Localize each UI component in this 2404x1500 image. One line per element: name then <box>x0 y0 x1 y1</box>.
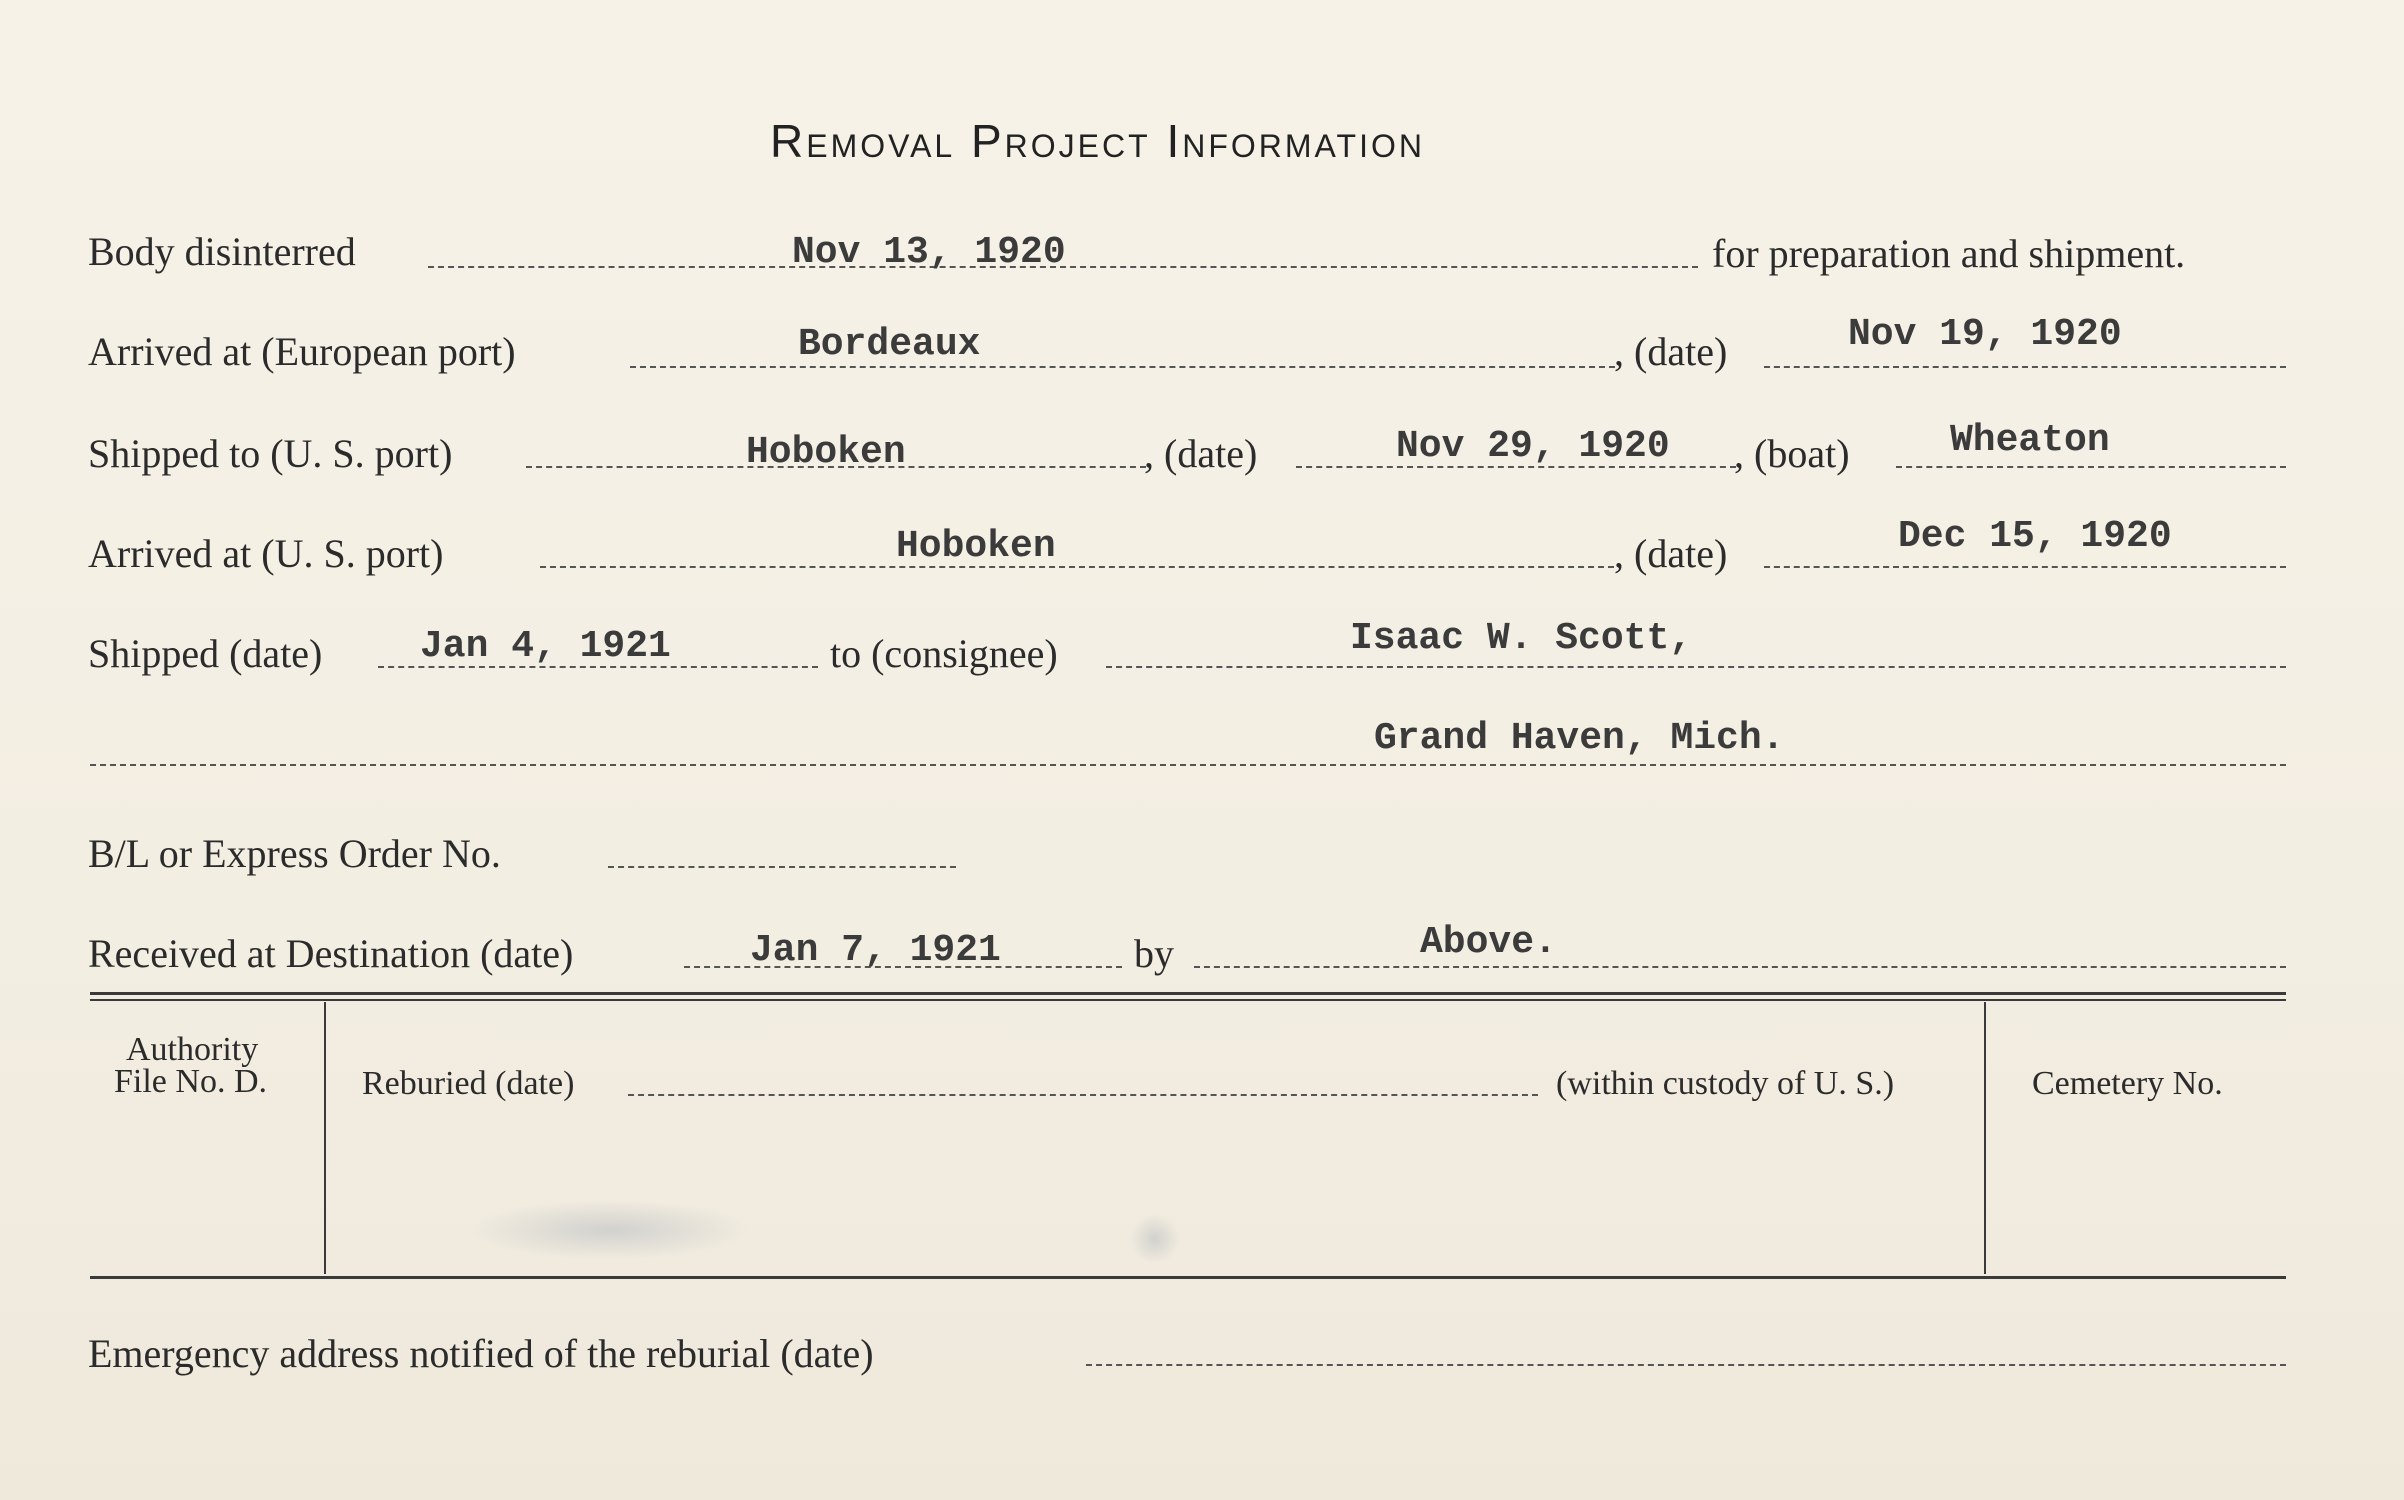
reburied-line <box>628 1094 1538 1096</box>
disinterred-suffix: for preparation and shipment. <box>1712 231 2186 276</box>
emergency-line <box>1086 1364 2286 1366</box>
disinterred-date: Nov 13, 1920 <box>792 231 1066 274</box>
european-port-date-label: , (date) <box>1614 329 1728 374</box>
arrived-us-port: Hoboken <box>896 525 1056 568</box>
shipped-date: Jan 4, 1921 <box>420 625 671 668</box>
box-divider-right <box>1984 1002 1986 1274</box>
authority-label-line1: Authority <box>126 1031 259 1068</box>
european-port-line <box>630 366 1615 368</box>
arrived-us-date-line <box>1764 566 2286 568</box>
custody-label: (within custody of U. S.) <box>1556 1065 1895 1102</box>
shipped-us-label: Shipped to (U. S. port) <box>88 431 453 476</box>
reburied-label: Reburied (date) <box>362 1065 575 1102</box>
shipped-us-boat: Wheaton <box>1950 419 2110 462</box>
box-top-rule <box>90 992 2286 995</box>
received-by: Above. <box>1420 921 1557 964</box>
smudge-mark <box>1130 1214 1180 1264</box>
arrived-us-date: Dec 15, 1920 <box>1898 515 2172 558</box>
cemetery-label: Cemetery No. <box>2032 1065 2223 1102</box>
smudge-mark <box>470 1200 750 1260</box>
european-port-value: Bordeaux <box>798 323 981 366</box>
received-by-line <box>1194 966 2286 968</box>
consignee-label: to (consignee) <box>830 631 1058 676</box>
authority-label-line2: File No. D. <box>114 1063 267 1100</box>
disinterred-label: Body disinterred <box>88 229 356 274</box>
box-divider-left <box>324 1002 326 1274</box>
shipped-label: Shipped (date) <box>88 631 323 676</box>
shipped-us-date: Nov 29, 1920 <box>1396 425 1670 468</box>
arrived-us-date-label: , (date) <box>1614 531 1728 576</box>
european-port-date: Nov 19, 1920 <box>1848 313 2122 356</box>
consignee-line <box>1106 666 2286 668</box>
arrived-us-label: Arrived at (U. S. port) <box>88 531 444 576</box>
european-port-label: Arrived at (European port) <box>88 329 516 374</box>
shipped-us-boat-line <box>1896 466 2286 468</box>
shipped-us-port: Hoboken <box>746 431 906 474</box>
consignee-address: Grand Haven, Mich. <box>1374 717 1785 760</box>
box-bottom-rule <box>90 1276 2286 1279</box>
card-title: Removal Project Information <box>770 115 1425 167</box>
bl-order-line <box>608 866 956 868</box>
bl-order-label: B/L or Express Order No. <box>88 831 501 876</box>
emergency-label: Emergency address notified of the reburial (date) <box>88 1331 874 1376</box>
box-top-rule-inner <box>90 999 2286 1001</box>
arrived-us-line <box>540 566 1614 568</box>
received-date: Jan 7, 1921 <box>750 929 1001 972</box>
received-by-label: by <box>1134 931 1174 976</box>
european-port-date-line <box>1764 366 2286 368</box>
address-line <box>90 764 2286 766</box>
received-label: Received at Destination (date) <box>88 931 574 976</box>
shipped-us-date-label: , (date) <box>1144 431 1258 476</box>
consignee-name: Isaac W. Scott, <box>1350 617 1693 660</box>
shipped-us-boat-label: , (boat) <box>1734 431 1850 476</box>
